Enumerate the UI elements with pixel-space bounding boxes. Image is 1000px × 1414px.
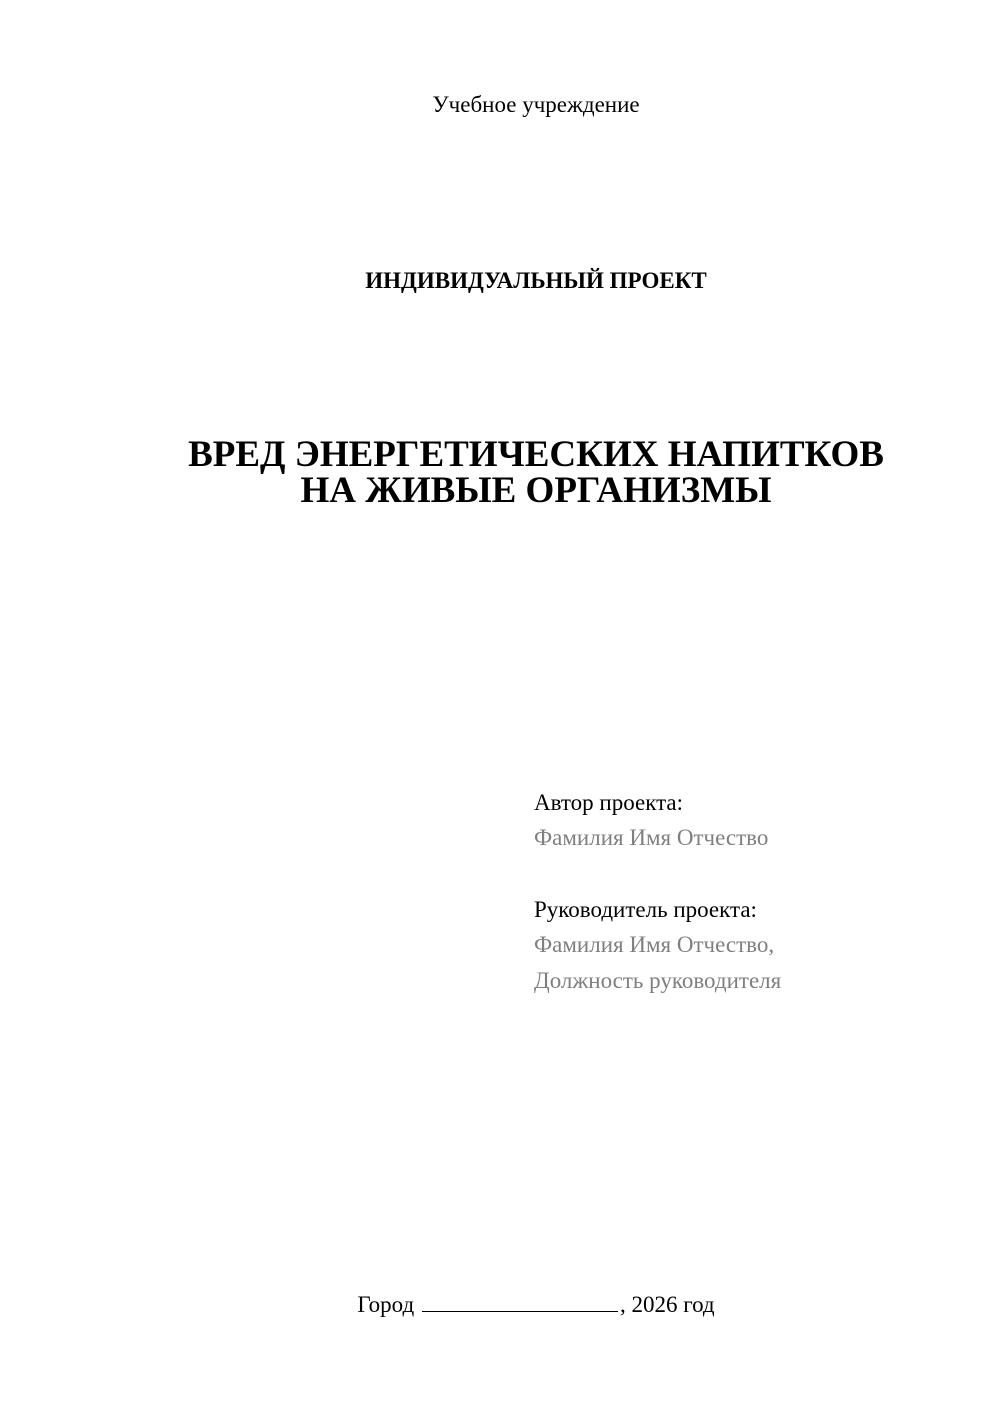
institution-name: Учебное учреждение [432,92,640,117]
supervisor-name-placeholder: Фамилия Имя Отчество, [534,932,775,957]
project-title-line-1: ВРЕД ЭНЕРГЕТИЧЕСКИХ НАПИТКОВ [188,434,884,475]
author-label: Автор проекта: [534,790,683,815]
year-text: , 2026 год [619,1292,715,1317]
supervisor-label: Руководитель проекта: [534,897,757,922]
city-year-footer [0,1289,1000,1320]
city-label: Город [357,1292,415,1317]
supervisor-block [534,893,781,999]
project-type-heading: ИНДИВИДУАЛЬНЫЙ ПРОЕКТ [365,268,707,293]
supervisor-position-placeholder: Должность руководителя [534,968,782,993]
author-name-placeholder: Фамилия Имя Отчество [534,825,769,850]
project-title-line-2: НА ЖИВЫЕ ОРГАНИЗМЫ [300,470,772,511]
city-blank-line [422,1289,618,1312]
project-title [0,434,1000,511]
author-block [534,786,768,856]
